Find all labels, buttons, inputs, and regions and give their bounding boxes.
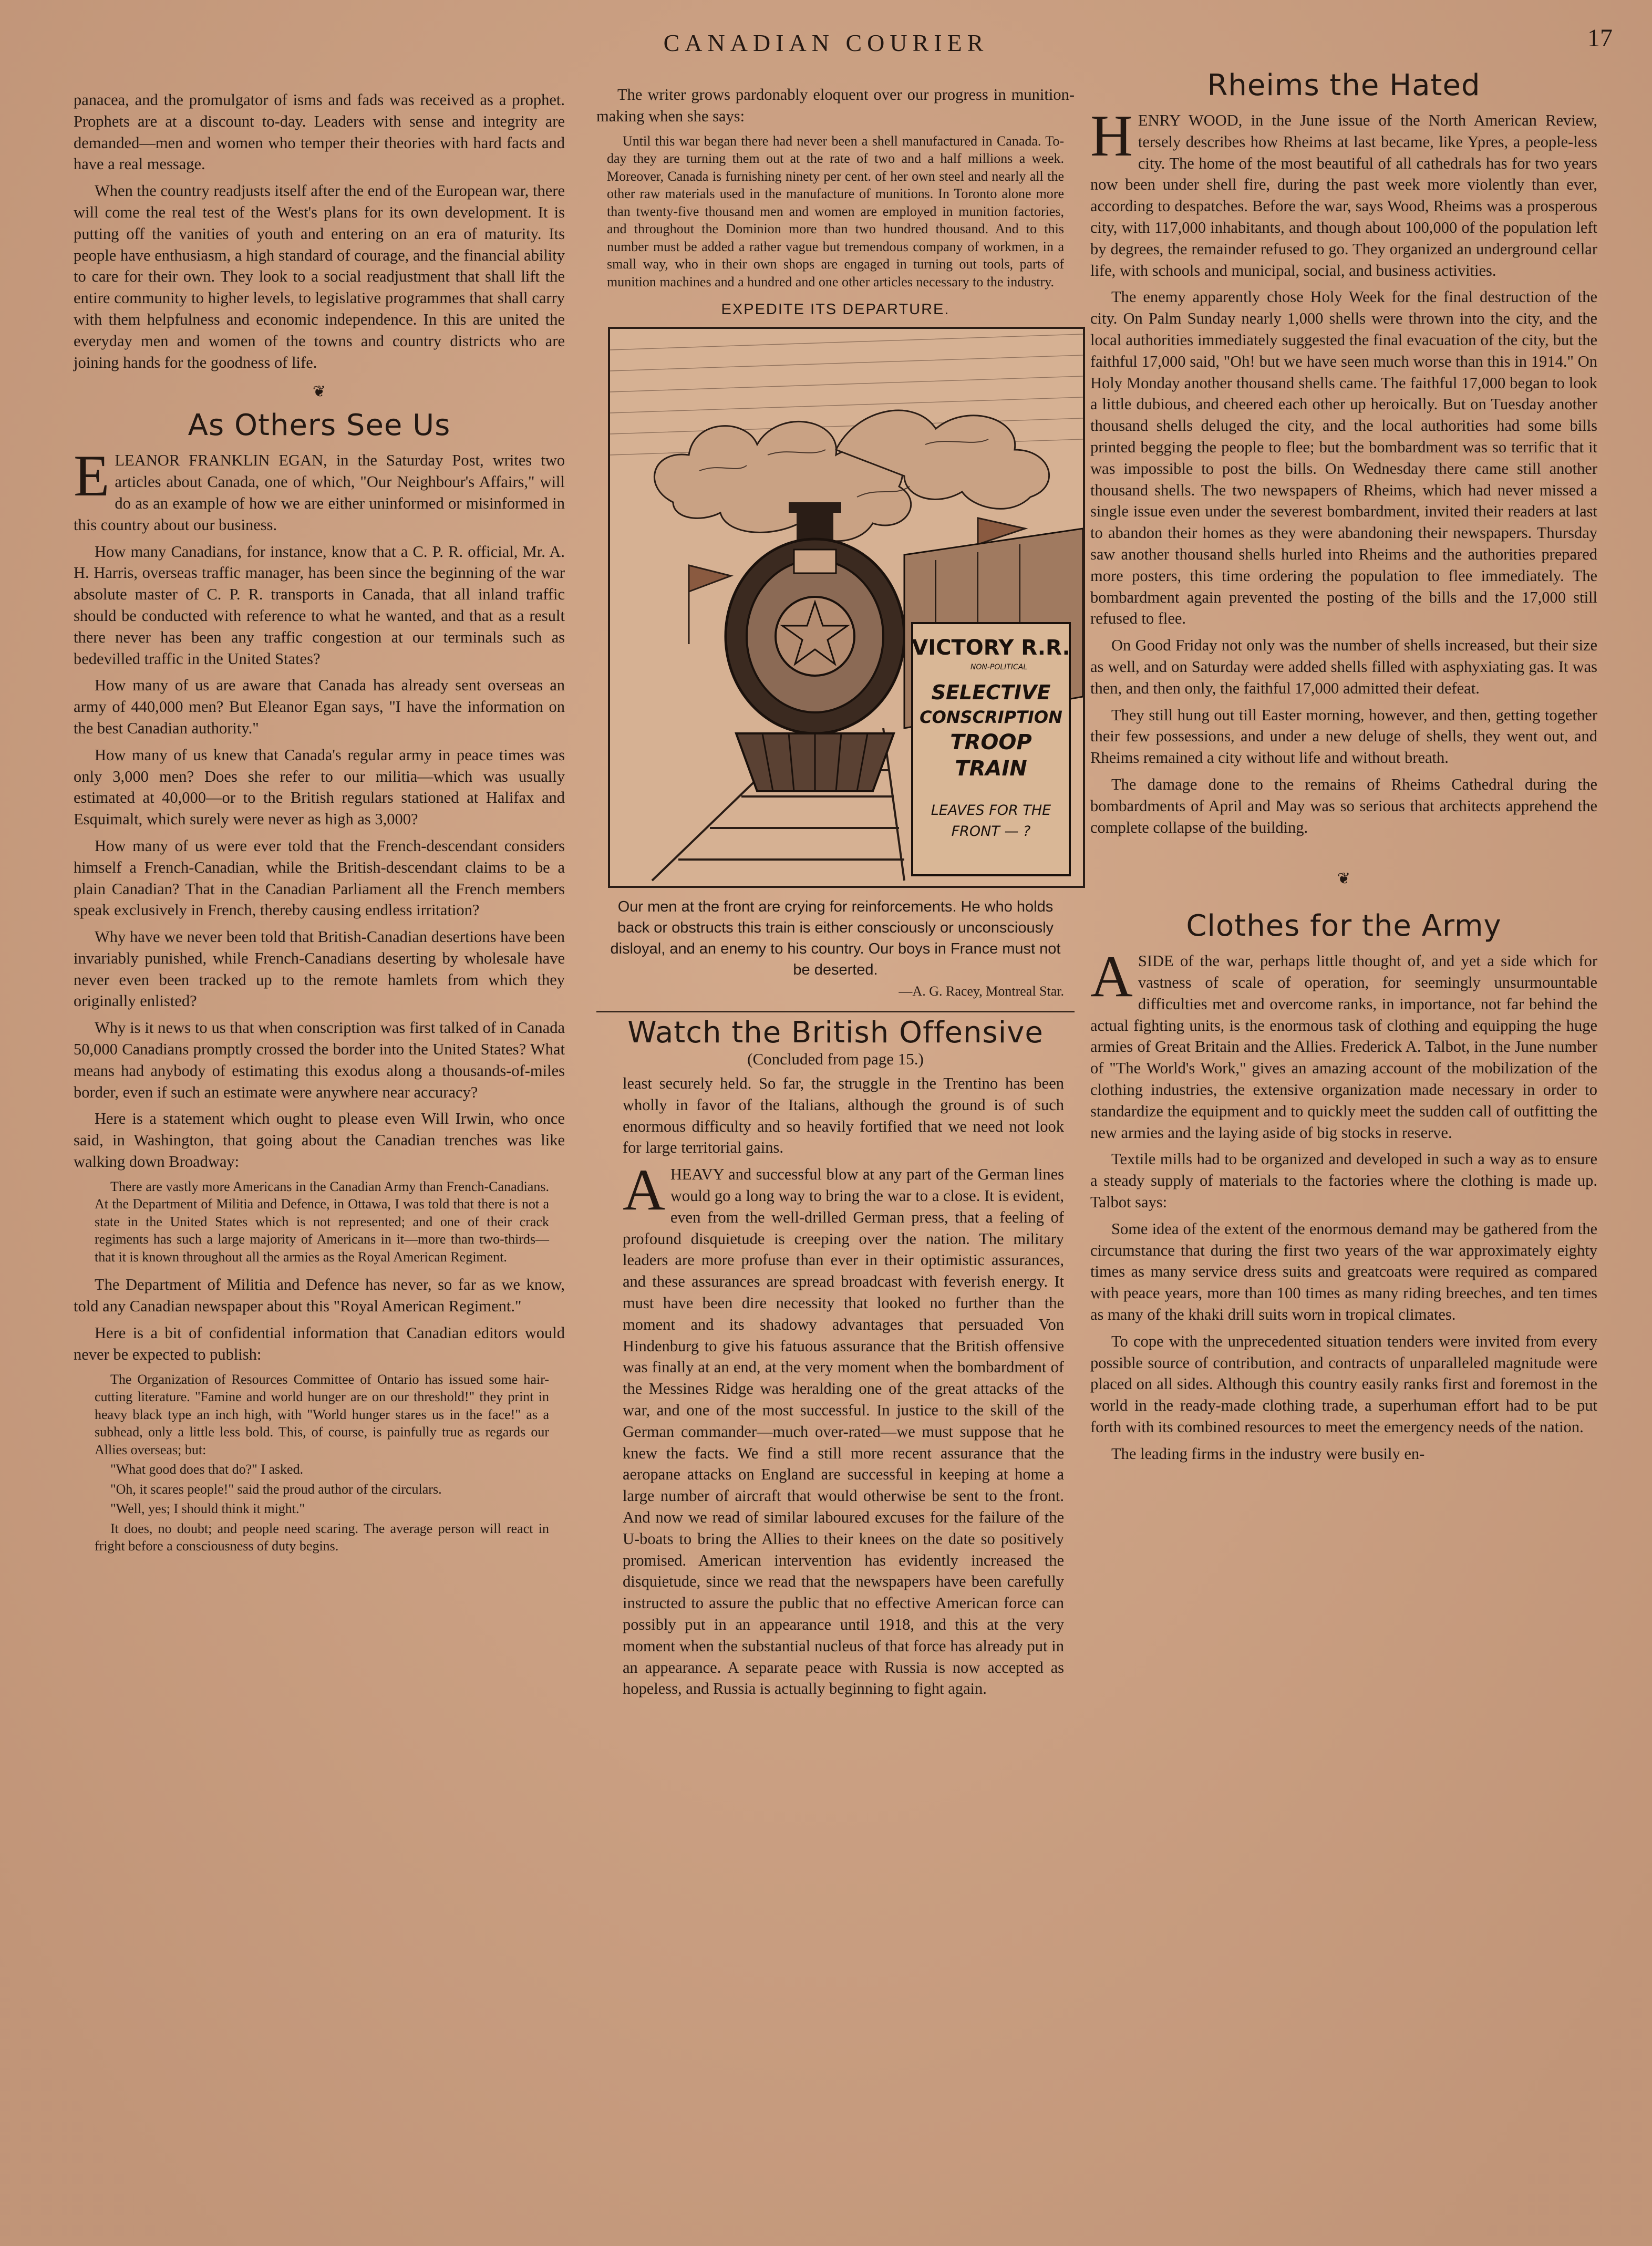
placard-line-5: TROOP [950, 730, 1032, 755]
paragraph: Textile mills had to be organized and developed in such a way as to ensure a steady supply of materials to the factories where the clothing is made up. Talbot says: [1090, 1150, 1597, 1212]
ornament: ❦ [1337, 870, 1351, 888]
placard-line-7: LEAVES FOR THE [931, 802, 1051, 819]
paragraph: On Good Friday not only was the number of shells increased, but their size as well, and on Saturday were added shells filled with asphyxiating gas. It was then, and then only, the faithful 17,000 admitted their defeat. [1090, 636, 1597, 697]
placard-line-3: SELECTIVE [931, 681, 1051, 705]
placard-line-2: NON-POLITICAL [970, 663, 1028, 672]
drop-cap: A [1090, 944, 1133, 1010]
column-right [1090, 68, 1597, 1470]
block-quote: Until this war began there had never been a shell manufactured in Canada. To-day they are turning them out at the rate of two and a half millions a week. Moreover, Canada is furnishing ninety per cent. of her own steel and nearly all the other raw materials used in the manufacture of munitions. In Toronto alone more than twenty-five thousand men and women are employed in munition factories, and throughout the Dominion more than two hundred thousand. And to this number must be added a rather vague but tremendous company of workmen, in a small way, who in their own shops are engaged in turning out tools, parts of munition machines and a hundred and one other articles necessary to the industry. [607, 133, 1064, 289]
column-middle [596, 84, 1075, 1705]
locomotive-cartoon-drawing [610, 329, 1083, 886]
lead-paragraph: ELEANOR FRANKLIN EGAN, in the Saturday Post, writes two articles about Canada, one of which, "Our Neighbour's Affairs," will do as an example of how we are either uninformed or misinformed in this country about our business. [74, 443, 565, 534]
placard-line-8: FRONT — ? [951, 823, 1031, 840]
cartoon-credit: —A. G. Racey, Montreal Star. [899, 984, 1064, 999]
page-number: 17 [1587, 24, 1613, 52]
lead-paragraph: HENRY WOOD, in the June issue of the North American Review, tersely describes how Rheims at last became, like Ypres, a people-less city. The home of the most beautiful of all cathedrals has for two years now been under shell fire, during the past week more violently than ever, according to despatches. Before the war, says Wood, Rheims was a prosperous city, with 117,000 inhabitants, and though about 100,000 of the population left by degrees, the remainder refused to go. They organized an underground cellar life, with schools and municipal, social, and business activities. [1090, 103, 1597, 280]
quoted-paragraph: To cope with the unprecedented situation tenders were invited from every possible source of contribution, and contracts of unparalleled magnitude were placed on all sides. Although this country easily ranks first and foremost in the world in the ready-made clothing trade, a superhuman effort had to be put forth with its combined resources to meet the emergency needs of the nation. [1090, 1332, 1597, 1436]
column-left [74, 89, 565, 1564]
paragraph: When the country readjusts itself after the end of the European war, there will come the real test of the West's plans for its own development. It is putting off the vanities of youth and entering on an era of maturity. Its people have enthusiasm, a high standard of courage, and the financial ability to care for their own. They look to a social readjustment that shall lift the entire community to higher levels, to legislative programmes that shall carry with them helpfulness and economic independence. In this are united the everyday men and women of the towns and country districts who are joining hands for the goodness of life. [74, 182, 565, 371]
paragraph: Why is it news to us that when conscription was first talked of in Canada 50,000 Canadians promptly crossed the border into the United States? What means had anybody of estimating this exodus along a thousands-of-miles border, even if such an estimate were anywhere near accuracy? [74, 1019, 565, 1101]
block-quote: The Organization of Resources Committee of Ontario has issued some hair-cutting literature. "Famine and world hunger are on our threshold!" they print in heavy black type an inch high, with "World hunger stares us in the face!" as a subhead, only a little less bold. This, of course, is painfully true as regards our Allies overseas; but: "What good does that do?" I asked. "Oh, it scares people!" said the proud author of the circulars. "Well, yes; I should think it might." It does, no doubt; and people need scaring. The average person will react in fright before a consciousness of duty begins. [95, 1371, 549, 1554]
paragraph: How many of us were ever told that the French-descendant considers himself a French-Canadian, while the British-descendant claims to be a plain Canadian? That in the Canadian Parliament all the French members speak exclusively in French, thereby causing endless irritation? [74, 836, 565, 919]
drop-cap: E [74, 443, 110, 509]
paragraph: The damage done to the remains of Rheims Cathedral during the bombardments of April and May was so serious that architects apprehend the complete collapse of the building. [1090, 775, 1597, 836]
ornament: ❦ [312, 383, 326, 401]
drop-cap: H [1090, 103, 1133, 169]
paragraph: How many of us knew that Canada's regular army in peace times was only 3,000 men? Does she refer to our militia—which was usually estimated at 40,000—or to the British regulars stationed at Halifax and Esquimalt, which surely were never as high as 3,000? [74, 746, 565, 829]
section-title-rheims: Rheims the Hated [1207, 68, 1481, 102]
lead-paragraph: ASIDE of the war, perhaps little thought of, and yet a side which for vastness of scale of operation, for seemingly unsurmountable difficulties met and overcome ranks, in importance, not far behind the actual fighting units, is the enormous task of clothing and equipping the huge armies of Great Britain and the Allies. Frederick A. Talbot, in the June number of "The World's Work," gives an amazing account of the mobilization of the clothing industries, the extensive organization made necessary in order to standardize the equipment and to quickly meet the sudden call of outfitting the new armies and the laying aside of big stocks in reserve. [1090, 944, 1597, 1142]
paragraph: The writer grows pardonably eloquent over our progress in munition-making when she says: [596, 86, 1075, 125]
paragraph: The Department of Militia and Defence has never, so far as we know, told any Canadian newspaper about this "Royal American Regiment." [74, 1276, 565, 1316]
paragraph: The enemy apparently chose Holy Week for the final destruction of the city. On Palm Sunday nearly 1,000 shells were thrown into the city, and the local authorities immediately suggested the final evacuation of the city, but the faithful 17,000 said, "Oh! but we have seen much worse than this in 1914." On Holy Monday another thousand shells came. The faithful 17,000 began to look a little dubious, and cheered each other up heroically. But on Tuesday another thousand shells deluged the city, and the local authorities had some bills printed begging the people to flee; but the bombardment was so terrific that it was impossible to post the bills. On Wednesday there came still another thousand shells. The two newspapers of Rheims, which had never missed a single issue even under the severest bombardment, invited their readers at last to abandon their homes as they were abandoning their newspapers. Thursday saw another thousand shells hurled into Rheims and the authorities prepared more posters, this time ordering the population to flee immediately. The bombardment again prevented the posting of the bills and the 17,000 still refused to flee. [1090, 288, 1597, 628]
masthead: CANADIAN COURIER [663, 29, 989, 56]
placard-line-4: CONSCRIPTION [920, 707, 1062, 728]
paragraph: How many Canadians, for instance, know that a C. P. R. official, Mr. A. H. Harris, overseas traffic manager, has been since the beginning of the war absolute master of C. P. R. transports in Canada, that all inland traffic should be conducted with reference to what he wanted, and that as a result there never has been any traffic congestion at our terminals such as bedevilled traffic in the United States? [74, 542, 565, 668]
section-title-clothes-army: Clothes for the Army [1186, 909, 1502, 944]
paragraph: Here is a statement which ought to please even Will Irwin, who once said, in Washington, that going about the Canadian trenches was like walking down Broadway: [74, 1110, 565, 1171]
paragraph: How many of us are aware that Canada has already sent overseas an army of 440,000 men? But Eleanor Egan says, "I have the information on the best Canadian authority." [74, 676, 565, 737]
placard-line-1: VICTORY R.R. [912, 636, 1070, 660]
paragraph: Here is a bit of confidential information that Canadian editors would never be expected to publish: [74, 1323, 565, 1363]
quoted-paragraph: The leading firms in the industry were busily en- [1111, 1444, 1425, 1463]
placard-line-6: TRAIN [955, 757, 1027, 781]
paragraph: They still hung out till Easter morning, however, and then, getting together their few possessions, and under a new deluge of shells, they went out, and Rheims remained a city without life and without breath. [1090, 706, 1597, 767]
paragraph: least securely held. So far, the struggle in the Trentino has been wholly in favor of the Italians, although the ground is of such enormous difficulty and so heavily fortified that we need not look for large territorial gains. [623, 1074, 1064, 1157]
divider-rule [596, 1011, 1075, 1012]
cartoon-caption: Our men at the front are crying for reinforcements. He who holds back or obstructs this train is either consciously or unconsciously disloyal, and an enemy to his country. Our boys in France must not be deserted. [610, 898, 1061, 979]
block-quote: There are vastly more Americans in the Canadian Army than French-Canadians. At the Department of Militia and Defence, in Ottawa, I was told that there is not a state in the United States which is not represented; and one of their crack regiments has such a large majority of Americans in it—more than two-thirds—that it is known throughout all the armies as the Royal American Regiment. [95, 1178, 549, 1265]
cartoon-illustration [608, 327, 1085, 888]
cartoon-title: EXPEDITE ITS DEPARTURE. [721, 301, 950, 318]
drop-cap: A [623, 1157, 665, 1223]
quoted-paragraph: Some idea of the extent of the enormous demand may be gathered from the circumstance that during the first two years of the war approximately eighty times as many service dress suits and greatcoats were required as compared with peace years, more than 100 times as many riding breeches, and ten times as many of the khaki drill suits worn in tropical climates. [1090, 1219, 1597, 1324]
paragraph: panacea, and the promulgator of isms and fads was received as a prophet. Prophets are at a discount to-day. Leaders with sense and integrity are demanded—men and women who temper their theories with hard facts and have a real message. [74, 91, 565, 173]
continued-note: (Concluded from page 15.) [747, 1050, 924, 1069]
paragraph: Why have we never been told that British-Canadian desertions have been invariably punished, while French-Canadians deserting by wholesale have never even been tracked up to the remote hamlets from which they originally enlisted? [74, 928, 565, 1010]
section-title-british-offensive: Watch the British Offensive [627, 1016, 1044, 1050]
lead-paragraph: AHEAVY and successful blow at any part of the German lines would go a long way to bring the war to a close. It is evident, even from the well-drilled German press, that a feeling of profound disquietude is creeping over the nation. The military leaders are more profuse than ever in their optimistic assurances, and these assurances are spread broadcast with feverish energy. It must have been dire necessity that looked no further than the moment and its shadowy advantages that persuaded Von Hindenburg to give his fatuous assurance that the British offensive was finally at an end, at the very moment when the bombardment of the Messines Ridge was heralding one of the great attacks of the war, and one of the most successful. In justice to the skill of the German commander—much over-rated—we must suppose that he knew the facts. We find a still more recent assurance that the aeropane attacks on England are successful in keeping at home a large number of aircraft that would otherwise be sent to the front. And now we read of similar laboured excuses for the failure of the U-boats to bring the Allies to their knees on the date so positively promised. American intervention has evidently increased the disquietude, since we read that the newspapers have been carefully instructed to assure the public that no effective American force can possibly put in an appearance until 1918, and this at the very moment when the substantial nucleus of that force has already put in an appearance. A separate peace with Russia is now accepted as hopeless, and Russia is actually beginning to fight again. [623, 1157, 1064, 1698]
section-title-as-others-see-us: As Others See Us [188, 408, 451, 443]
